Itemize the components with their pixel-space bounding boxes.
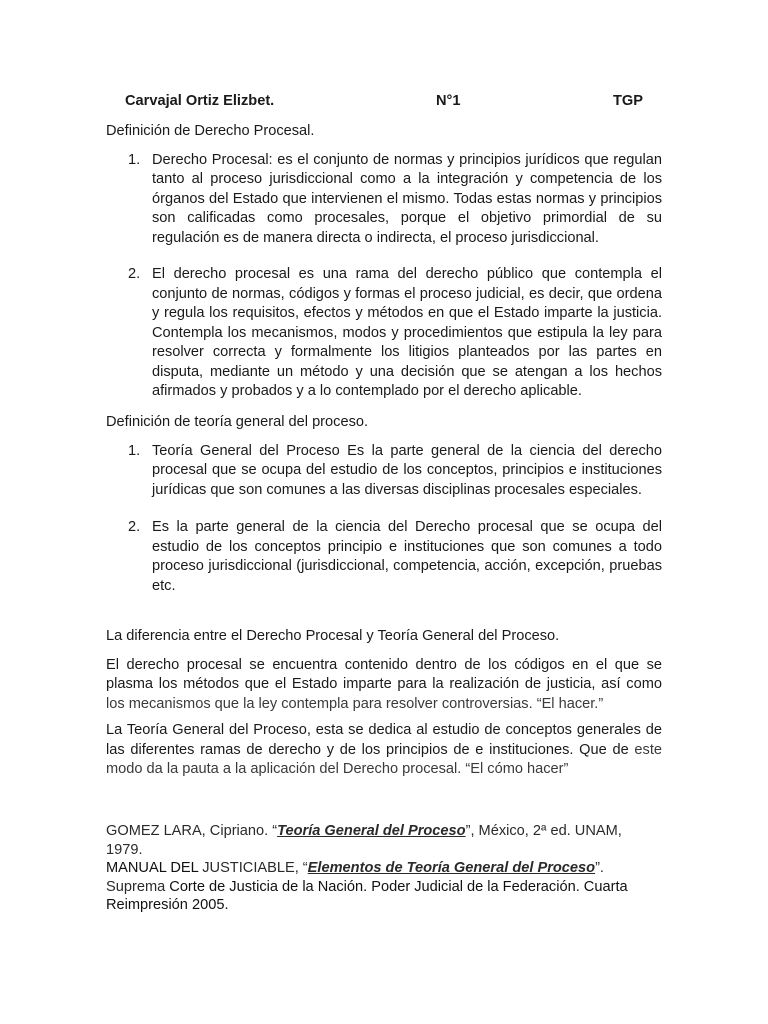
list-number: 2. — [128, 266, 141, 282]
paragraph-text-tail: los mecanismos que la ley contempla para resolver controversias. “El hacer.” — [106, 695, 604, 712]
student-name: Carvajal Ortiz Elizbet. — [125, 93, 275, 109]
list-number: 2. — [128, 519, 141, 535]
paragraph-text-tail: este modo da la pauta a la aplicación del Derecho procesal. “El cómo hacer” — [106, 741, 662, 777]
course-code: TGP — [613, 93, 643, 109]
list-number: 1. — [128, 151, 141, 168]
list-number: 1. — [128, 442, 141, 459]
list-item-text: Es la parte general de la ciencia del Derecho procesal que se ocupa del estudio de los conceptos principio e instituciones que son comunes a todo proceso jurisdiccional (jurisdiccional, competencia, acción, excepción, pruebas etc. — [152, 519, 662, 594]
reference-details-cont: Corte de Justicia de la Nación. Poder Judicial de la Federación. Cuarta Reimpresión 2005. — [106, 878, 628, 913]
section-teoria-general — [106, 413, 662, 596]
reference-2 — [106, 859, 636, 915]
assignment-number: N°1 — [436, 93, 461, 109]
section-heading: Definición de teoría general del proceso. — [106, 414, 369, 430]
document-header — [125, 92, 685, 112]
reference-title: Teoría General del Proceso — [277, 823, 466, 839]
section-heading: La diferencia entre el Derecho Procesal y Teoría General del Proceso. — [106, 628, 560, 644]
list-item — [106, 442, 662, 501]
reference-author: MANUAL DEL — [106, 860, 199, 876]
list-item — [106, 151, 662, 249]
reference-1 — [106, 822, 636, 859]
reference-details: ”, México, 2ª ed. UNAM, 1979. — [106, 823, 622, 858]
references — [106, 822, 636, 915]
list-item — [106, 518, 662, 596]
list-item-text: Teoría General del Proceso Es la parte general de la ciencia del derecho procesal que se ocupa del estudio de los conceptos, principios e instituciones jurídicas que son comunes a las diversas disciplinas procesales especiales. — [152, 442, 662, 498]
paragraph-derecho-procesal — [106, 656, 662, 715]
section-heading: Definición de Derecho Procesal. — [106, 123, 315, 139]
reference-title: Elementos de Teoría General del Proceso — [307, 860, 596, 876]
section-derecho-procesal — [106, 122, 662, 402]
paragraph-teoria-general — [106, 721, 662, 780]
section-diferencia — [106, 627, 662, 780]
definition-list — [106, 151, 662, 402]
list-item-text: El derecho procesal es una rama del derecho público que contempla el conjunto de normas, códigos y formas el proceso judicial, es decir, que ordena y regula los requisitos, efectos y métodos en que el Estado imparte la justicia. Contempla los mecanismos, modos y procedimientos que estipula la ley para resolver correcta y formalmente los litigios planteados por las partes en disputa, mediante un método y una decisión que se atengan a los hechos afirmados y probados y a lo contemplado por el derecho aplicable. — [152, 266, 662, 399]
list-item — [106, 265, 662, 402]
reference-author-cont: JUSTICIABLE, “ — [198, 860, 308, 876]
reference-author: GOMEZ LARA, Cipriano. “ — [106, 823, 278, 839]
reference-details: ”. Suprema — [106, 860, 604, 895]
list-item-text: Derecho Procesal: es el conjunto de normas y principios jurídicos que regulan tanto al proceso jurisdiccional como a la integración y competencia de los órganos del Estado que intervienen el mismo. Todas estas normas y principios son calificadas como procesales, porque el objetivo primordial de su regulación es de manera directa o indirecta, el proceso jurisdiccional. — [152, 151, 662, 246]
definition-list — [106, 442, 662, 597]
paragraph-text: La Teoría General del Proceso, esta se dedica al estudio de conceptos generales de las diferentes ramas de derecho y de los principios de e instituciones. Que de — [106, 722, 662, 758]
paragraph-text: El derecho procesal se encuentra contenido dentro de los códigos en el que se plasma los métodos que el Estado imparte para la realización de justicia, así como — [106, 656, 662, 692]
